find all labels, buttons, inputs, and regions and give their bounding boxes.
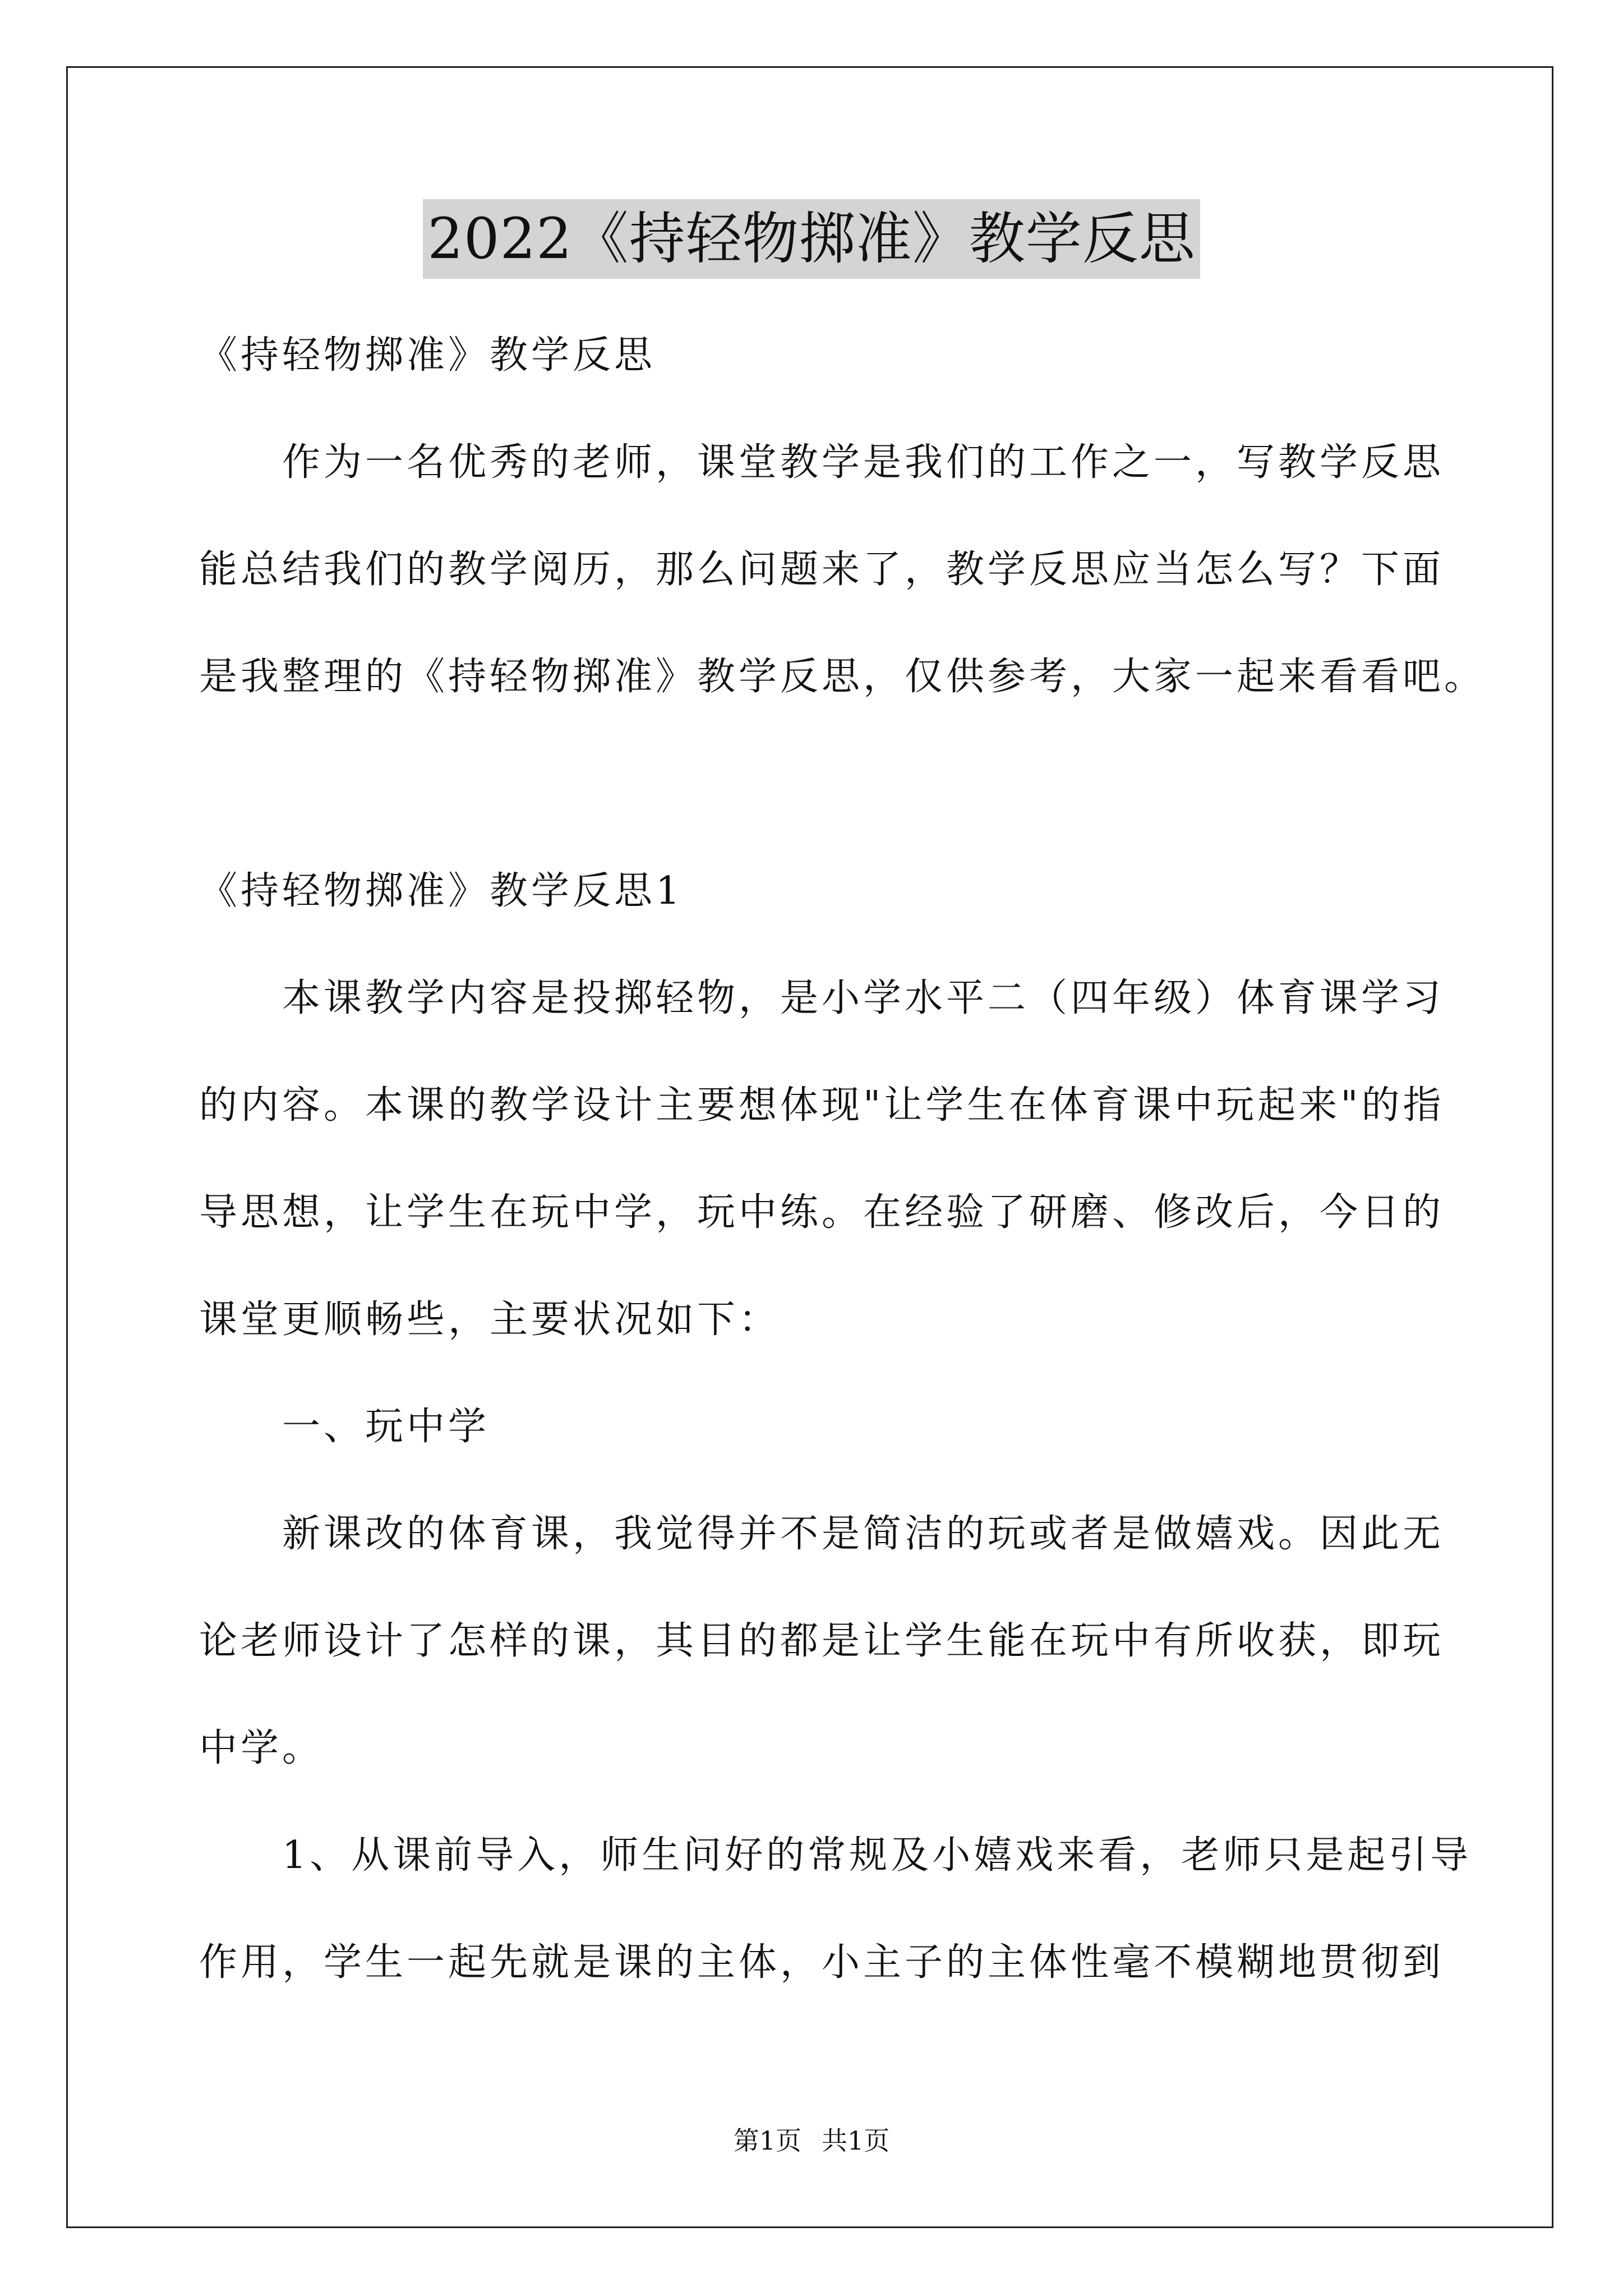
paragraph-line: 课堂更顺畅些，主要状况如下： [199, 1297, 781, 1342]
paragraph-line: 的内容。本课的教学设计主要想体现"让学生在体育课中玩起来"的指 [199, 1083, 1445, 1128]
page-number: 第1页 [733, 2125, 801, 2156]
page-footer [0, 2124, 1623, 2157]
paragraph-line: 中学。 [199, 1726, 324, 1770]
subheading-play-learn [199, 1373, 1433, 1480]
paragraph-spacer [199, 730, 1433, 838]
intro-paragraph [199, 409, 1486, 730]
paragraph-line: 本课教学内容是投掷轻物，是小学水平二（四年级）体育课学习 [282, 976, 1445, 1020]
section1-paragraph-2 [199, 1480, 1445, 1802]
document-body [199, 302, 1486, 2016]
subheading-text: 一、玩中学 [282, 1405, 490, 1449]
paragraph-line: 导思想，让学生在玩中学，玩中练。在经验了研磨、修改后，今日的 [199, 1190, 1445, 1235]
intro-heading [199, 302, 1433, 409]
intro-heading-text: 《持轻物掷准》教学反思 [199, 333, 656, 378]
section1-paragraph-1 [199, 945, 1445, 1373]
intro-line: 是我整理的《持轻物掷准》教学反思，仅供参考，大家一起来看看吧。 [199, 655, 1486, 699]
section1-paragraph-3 [199, 1802, 1472, 2016]
paragraph-line: 1、从课前导入，师生问好的常规及小嬉戏来看，老师只是起引导 [282, 1833, 1472, 1878]
section1-heading-text: 《持轻物掷准》教学反思1 [199, 869, 684, 913]
intro-line: 作为一名优秀的老师，课堂教学是我们的工作之一，写教学反思 [282, 440, 1445, 485]
paragraph-line: 作用，学生一起先就是课的主体，小主子的主体性毫不模糊地贯彻到 [199, 1940, 1445, 1985]
title-wrap [0, 199, 1623, 279]
paragraph-line: 论老师设计了怎样的课，其目的都是让学生能在玩中有所收获，即玩 [199, 1619, 1445, 1663]
intro-line: 能总结我们的教学阅历，那么问题来了，教学反思应当怎么写？下面 [199, 547, 1445, 592]
paragraph-line: 新课改的体育课，我觉得并不是简洁的玩或者是做嬉戏。因此无 [282, 1512, 1445, 1556]
section1-heading [199, 838, 1433, 945]
page-total: 共1页 [822, 2125, 890, 2156]
document-title: 2022《持轻物掷准》教学反思 [423, 199, 1200, 279]
